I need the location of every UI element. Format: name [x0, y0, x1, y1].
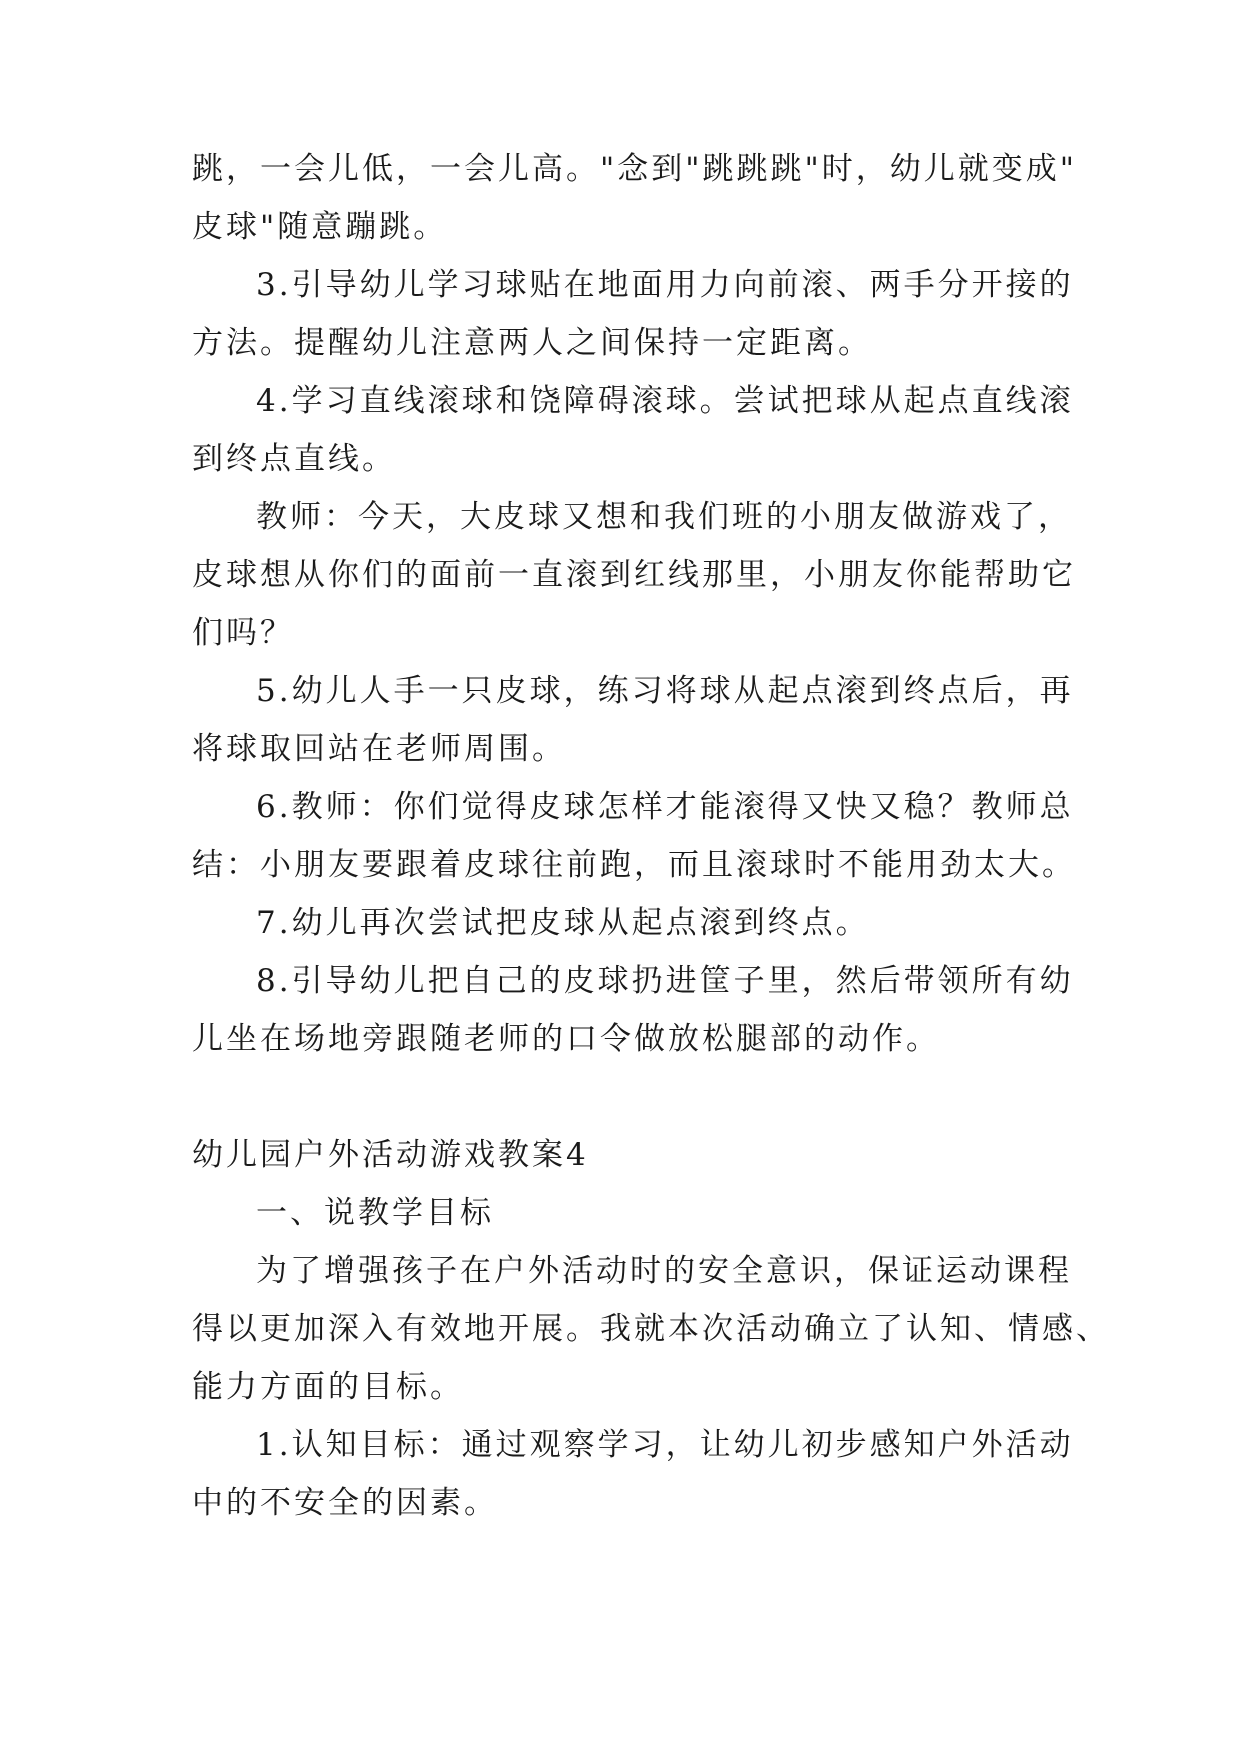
body-line: 1.认知目标：通过观察学习，让幼儿初步感知户外活动: [256, 1427, 1074, 1463]
body-line: 8.引导幼儿把自己的皮球扔进筐子里，然后带领所有幼: [256, 963, 1074, 999]
body-line: 到终点直线。: [192, 441, 396, 477]
body-line: 教师：今天，大皮球又想和我们班的小朋友做游戏了，: [256, 499, 1072, 535]
body-line: 将球取回站在老师周围。: [192, 731, 566, 767]
body-line: 5.幼儿人手一只皮球，练习将球从起点滚到终点后，再: [256, 673, 1074, 709]
body-line: 皮球想从你们的面前一直滚到红线那里，小朋友你能帮助它: [192, 557, 1076, 593]
body-line: 中的不安全的因素。: [192, 1485, 498, 1521]
section-heading: 一、说教学目标: [256, 1195, 494, 1231]
body-line: 皮球"随意蹦跳。: [192, 209, 448, 245]
body-line: 儿坐在场地旁跟随老师的口令做放松腿部的动作。: [192, 1021, 940, 1057]
body-line: 们吗？: [192, 615, 294, 651]
body-line: 得以更加深入有效地开展。我就本次活动确立了认知、情感、: [192, 1311, 1110, 1347]
body-line: 为了增强孩子在户外活动时的安全意识，保证运动课程: [256, 1253, 1072, 1289]
body-line: 4.学习直线滚球和饶障碍滚球。尝试把球从起点直线滚: [256, 383, 1074, 419]
body-line: 7.幼儿再次尝试把皮球从起点滚到终点。: [256, 905, 870, 941]
body-line: 3.引导幼儿学习球贴在地面用力向前滚、两手分开接的: [256, 267, 1074, 303]
body-line: 能力方面的目标。: [192, 1369, 464, 1405]
body-line: 结：小朋友要跟着皮球往前跑，而且滚球时不能用劲太大。: [192, 847, 1076, 883]
section-title: 幼儿园户外活动游戏教案4: [192, 1137, 589, 1173]
paragraph-gap: [192, 1068, 1050, 1126]
body-line: 6.教师：你们觉得皮球怎样才能滚得又快又稳？教师总: [256, 789, 1074, 825]
document-body: [192, 140, 1110, 1532]
body-line: 跳，一会儿低，一会儿高。"念到"跳跳跳"时，幼儿就变成": [192, 151, 1078, 187]
body-line: 方法。提醒幼儿注意两人之间保持一定距离。: [192, 325, 872, 361]
